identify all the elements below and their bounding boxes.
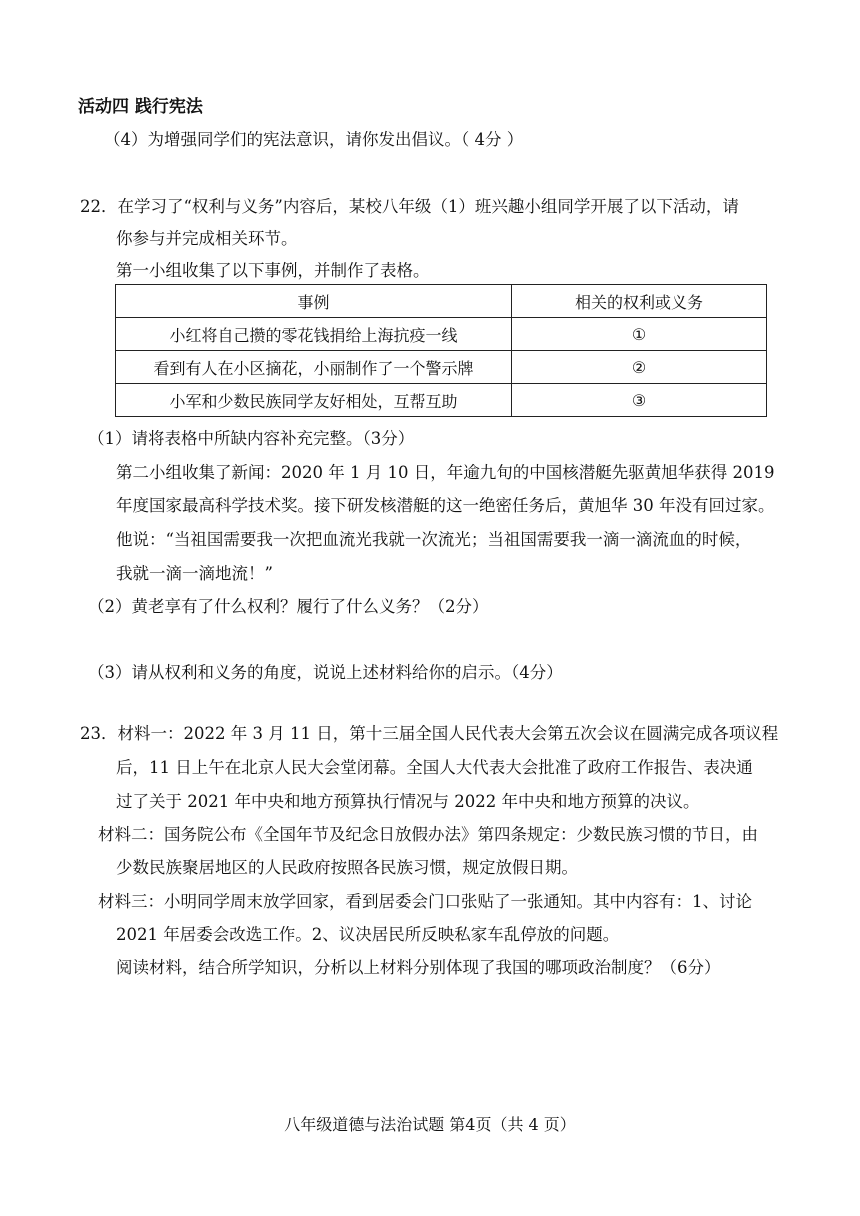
q22-stem-line2: 你参与并完成相关环节。 xyxy=(116,229,298,248)
q22-news-line1: 第二小组收集了新闻：2020 年 1 月 10 日，年逾九旬的中国核潜艇先驱黄旭华获得 2019 xyxy=(116,463,775,482)
q22-news-line2: 年度国家最高科学技术奖。接下研发核潜艇的这一绝密任务后，黄旭华 30 年没有回过家。 xyxy=(116,496,775,515)
q22-sub-question-3: （3）请从权利和义务的角度，说说上述材料给你的启示。（4分） xyxy=(88,663,563,682)
q23-material2-line2: 少数民族聚居地区的人民政府按照各民族习惯，规定放假日期。 xyxy=(116,858,578,877)
table-header-row xyxy=(116,285,767,318)
q22-stem-line1: 22．在学习了“权利与义务”内容后，某校八年级（1）班兴趣小组同学开展了以下活动，请 xyxy=(80,197,739,216)
q23-material1-line2: 后，11 日上午在北京人民大会堂闭幕。全国人大代表大会批准了政府工作报告、表决通 xyxy=(116,758,753,777)
q22-group1-intro: 第一小组收集了以下事例，并制作了表格。 xyxy=(116,261,430,280)
q23-material2-line1: 材料二：国务院公布《全国年节及纪念日放假办法》第四条规定：少数民族习惯的节日，由 xyxy=(98,825,758,844)
q22-sub-question-2: （2）黄老享有了什么权利？履行了什么义务？（2分） xyxy=(88,597,489,616)
table-header-case: 事例 xyxy=(116,285,512,318)
q22-news-line4: 我就一滴一滴地流！” xyxy=(116,564,273,583)
q23-material1-line1: 23．材料一：2022 年 3 月 11 日，第十三届全国人民代表大会第五次会议在圆满完成各项议程 xyxy=(80,724,779,743)
table-cell-blank: ① xyxy=(512,318,767,351)
table-cell-case: 小军和少数民族同学友好相处，互帮互助 xyxy=(116,384,512,417)
q23-material3-line2: 2021 年居委会改选工作。2、议决居民所反映私家车乱停放的问题。 xyxy=(116,925,620,944)
table-cell-case: 小红将自己攒的零花钱捐给上海抗疫一线 xyxy=(116,318,512,351)
activity4-heading: 活动四 践行宪法 xyxy=(78,97,203,117)
q22-news-line3: 他说：“当祖国需要我一次把血流光我就一次流光；当祖国需要我一滴一滴流血的时候， xyxy=(116,530,752,549)
q23-question: 阅读材料，结合所学知识，分析以上材料分别体现了我国的哪项政治制度？（6分） xyxy=(116,958,721,977)
table-cell-blank: ② xyxy=(512,351,767,384)
table-cell-case: 看到有人在小区摘花，小丽制作了一个警示牌 xyxy=(116,351,512,384)
table-row xyxy=(116,351,767,384)
page-footer: 八年级道德与法治试题 第4页（共 4 页） xyxy=(284,1115,576,1134)
activity4-question-4: （4）为增强同学们的宪法意识，请你发出倡议。（ 4分 ） xyxy=(104,130,524,149)
table-row xyxy=(116,384,767,417)
table-header-rights: 相关的权利或义务 xyxy=(512,285,767,318)
table-cell-blank: ③ xyxy=(512,384,767,417)
q23-material3-line1: 材料三：小明同学周末放学回家，看到居委会门口张贴了一张通知。其中内容有：1、讨论 xyxy=(98,892,752,911)
q22-sub-question-1: （1）请将表格中所缺内容补充完整。（3分） xyxy=(88,429,415,448)
q23-material1-line3: 过了关于 2021 年中央和地方预算执行情况与 2022 年中央和地方预算的决议。 xyxy=(116,792,700,811)
rights-duties-table xyxy=(115,284,767,417)
table-row xyxy=(116,318,767,351)
